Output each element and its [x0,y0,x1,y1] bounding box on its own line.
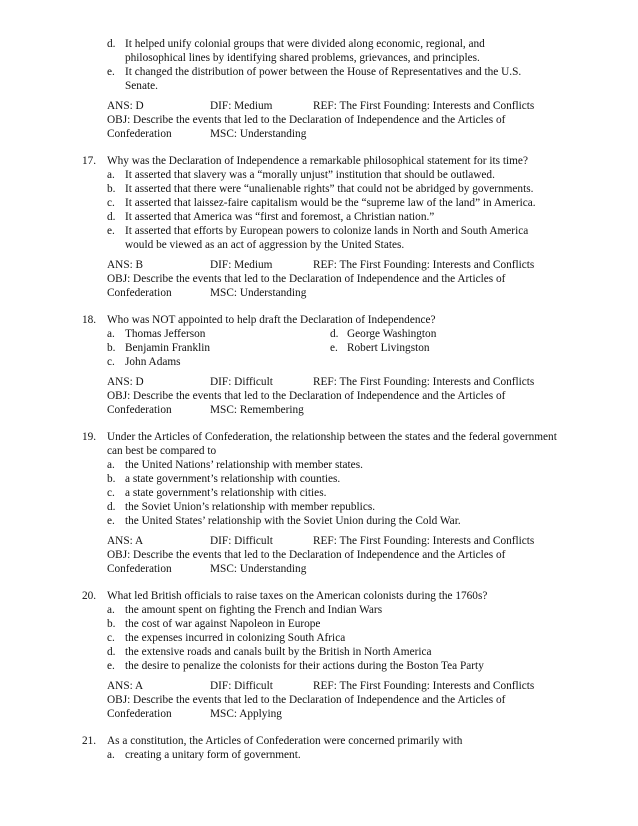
skill-category: MSC: Applying [210,708,282,720]
option-text: It changed the distribution of power between the House of Representatives and the U.S. [125,66,522,78]
reference: REF: The First Founding: Interests and Conflicts [313,259,535,271]
objective: OBJ: Describe the events that led to the Declaration of Independence and the Articles of [107,114,506,126]
option-text: the United Nations’ relationship with member states. [125,459,363,471]
option-letter: a. [107,749,115,761]
skill-category: MSC: Understanding [210,563,307,575]
option-text: It helped unify colonial groups that were divided along economic, regional, and [125,38,485,50]
option-text: the expenses incurred in colonizing South Africa [125,632,346,644]
objective-cont: Confederation [107,287,172,299]
option-text: the cost of war against Napoleon in Europe [125,618,321,630]
question-number: 21. [82,735,97,747]
option-letter: d. [107,38,116,50]
option-letter: b. [107,618,116,630]
question-stem: Who was NOT appointed to help draft the Declaration of Independence? [107,314,436,326]
question-stem: What led British officials to raise taxes on the American colonists during the 1760s? [107,590,488,602]
option-text: John Adams [125,356,181,368]
option-letter: e. [107,66,115,78]
objective: OBJ: Describe the events that led to the Declaration of Independence and the Articles of [107,390,506,402]
question-number: 17. [82,155,97,167]
option-letter: a. [107,604,115,616]
option-text: the Soviet Union’s relationship with member republics. [125,501,376,513]
option-letter: d. [330,328,339,340]
objective-cont: Confederation [107,708,172,720]
option-letter: b. [107,473,116,485]
option-letter: e. [107,660,115,672]
question-stem: Why was the Declaration of Independence a remarkable philosophical statement for its time? [107,155,528,167]
question-number: 20. [82,590,97,602]
option-text: a state government’s relationship with cities. [125,487,327,499]
option-letter: c. [107,197,115,209]
option-text: It asserted that slavery was a “morally unjust” institution that should be outlawed. [125,169,495,181]
option-letter: c. [107,487,115,499]
option-text: It asserted that there were “unalienable rights” that could not be abridged by governments. [125,183,534,195]
option-letter: b. [107,183,116,195]
option-text: It asserted that efforts by European powers to colonize lands in North and South America [125,225,529,237]
skill-category: MSC: Understanding [210,128,307,140]
question-stem: Under the Articles of Confederation, the relationship between the states and the federal government [107,431,557,443]
objective: OBJ: Describe the events that led to the Declaration of Independence and the Articles of [107,273,506,285]
objective: OBJ: Describe the events that led to the Declaration of Independence and the Articles of [107,694,506,706]
answer-key: ANS: D [107,376,144,388]
question-stem: can best be compared to [107,445,217,457]
option-text: the desire to penalize the colonists for their actions during the Boston Tea Party [125,660,484,672]
skill-category: MSC: Remembering [210,404,304,416]
objective-cont: Confederation [107,563,172,575]
reference: REF: The First Founding: Interests and Conflicts [313,100,535,112]
answer-key: ANS: A [107,535,144,547]
answer-key: ANS: A [107,680,144,692]
question-number: 19. [82,431,97,443]
option-letter: a. [107,169,115,181]
difficulty: DIF: Difficult [210,376,273,388]
option-text: Thomas Jefferson [125,328,206,340]
difficulty: DIF: Medium [210,259,273,271]
option-text: philosophical lines by identifying shared problems, grievances, and principles. [125,52,480,64]
option-text: the extensive roads and canals built by the British in North America [125,646,432,658]
option-text: George Washington [347,328,437,340]
difficulty: DIF: Difficult [210,535,273,547]
option-letter: c. [107,632,115,644]
answer-key: ANS: B [107,259,144,271]
option-text: It asserted that laissez-faire capitalism would be the “supreme law of the land” in America. [125,197,536,209]
option-text: It asserted that America was “first and foremost, a Christian nation.” [125,211,435,223]
option-text: Benjamin Franklin [125,342,211,354]
option-letter: a. [107,459,115,471]
option-text: would be viewed as an act of aggression by the United States. [125,239,405,251]
option-text: Senate. [125,80,158,92]
option-text: a state government’s relationship with counties. [125,473,341,485]
option-letter: e. [330,342,338,354]
reference: REF: The First Founding: Interests and Conflicts [313,680,535,692]
option-text: Robert Livingston [347,342,430,354]
question-stem: As a constitution, the Articles of Confederation were concerned primarily with [107,735,463,747]
difficulty: DIF: Difficult [210,680,273,692]
difficulty: DIF: Medium [210,100,273,112]
option-letter: e. [107,515,115,527]
option-letter: d. [107,501,116,513]
option-letter: e. [107,225,115,237]
answer-key: ANS: D [107,100,144,112]
option-text: the amount spent on fighting the French and Indian Wars [125,604,383,616]
reference: REF: The First Founding: Interests and Conflicts [313,376,535,388]
objective-cont: Confederation [107,404,172,416]
option-text: creating a unitary form of government. [125,749,301,761]
reference: REF: The First Founding: Interests and Conflicts [313,535,535,547]
option-letter: b. [107,342,116,354]
objective-cont: Confederation [107,128,172,140]
option-letter: d. [107,211,116,223]
option-letter: a. [107,328,115,340]
option-text: the United States’ relationship with the Soviet Union during the Cold War. [125,515,461,527]
skill-category: MSC: Understanding [210,287,307,299]
option-letter: c. [107,356,115,368]
objective: OBJ: Describe the events that led to the Declaration of Independence and the Articles of [107,549,506,561]
question-number: 18. [82,314,97,326]
option-letter: d. [107,646,116,658]
